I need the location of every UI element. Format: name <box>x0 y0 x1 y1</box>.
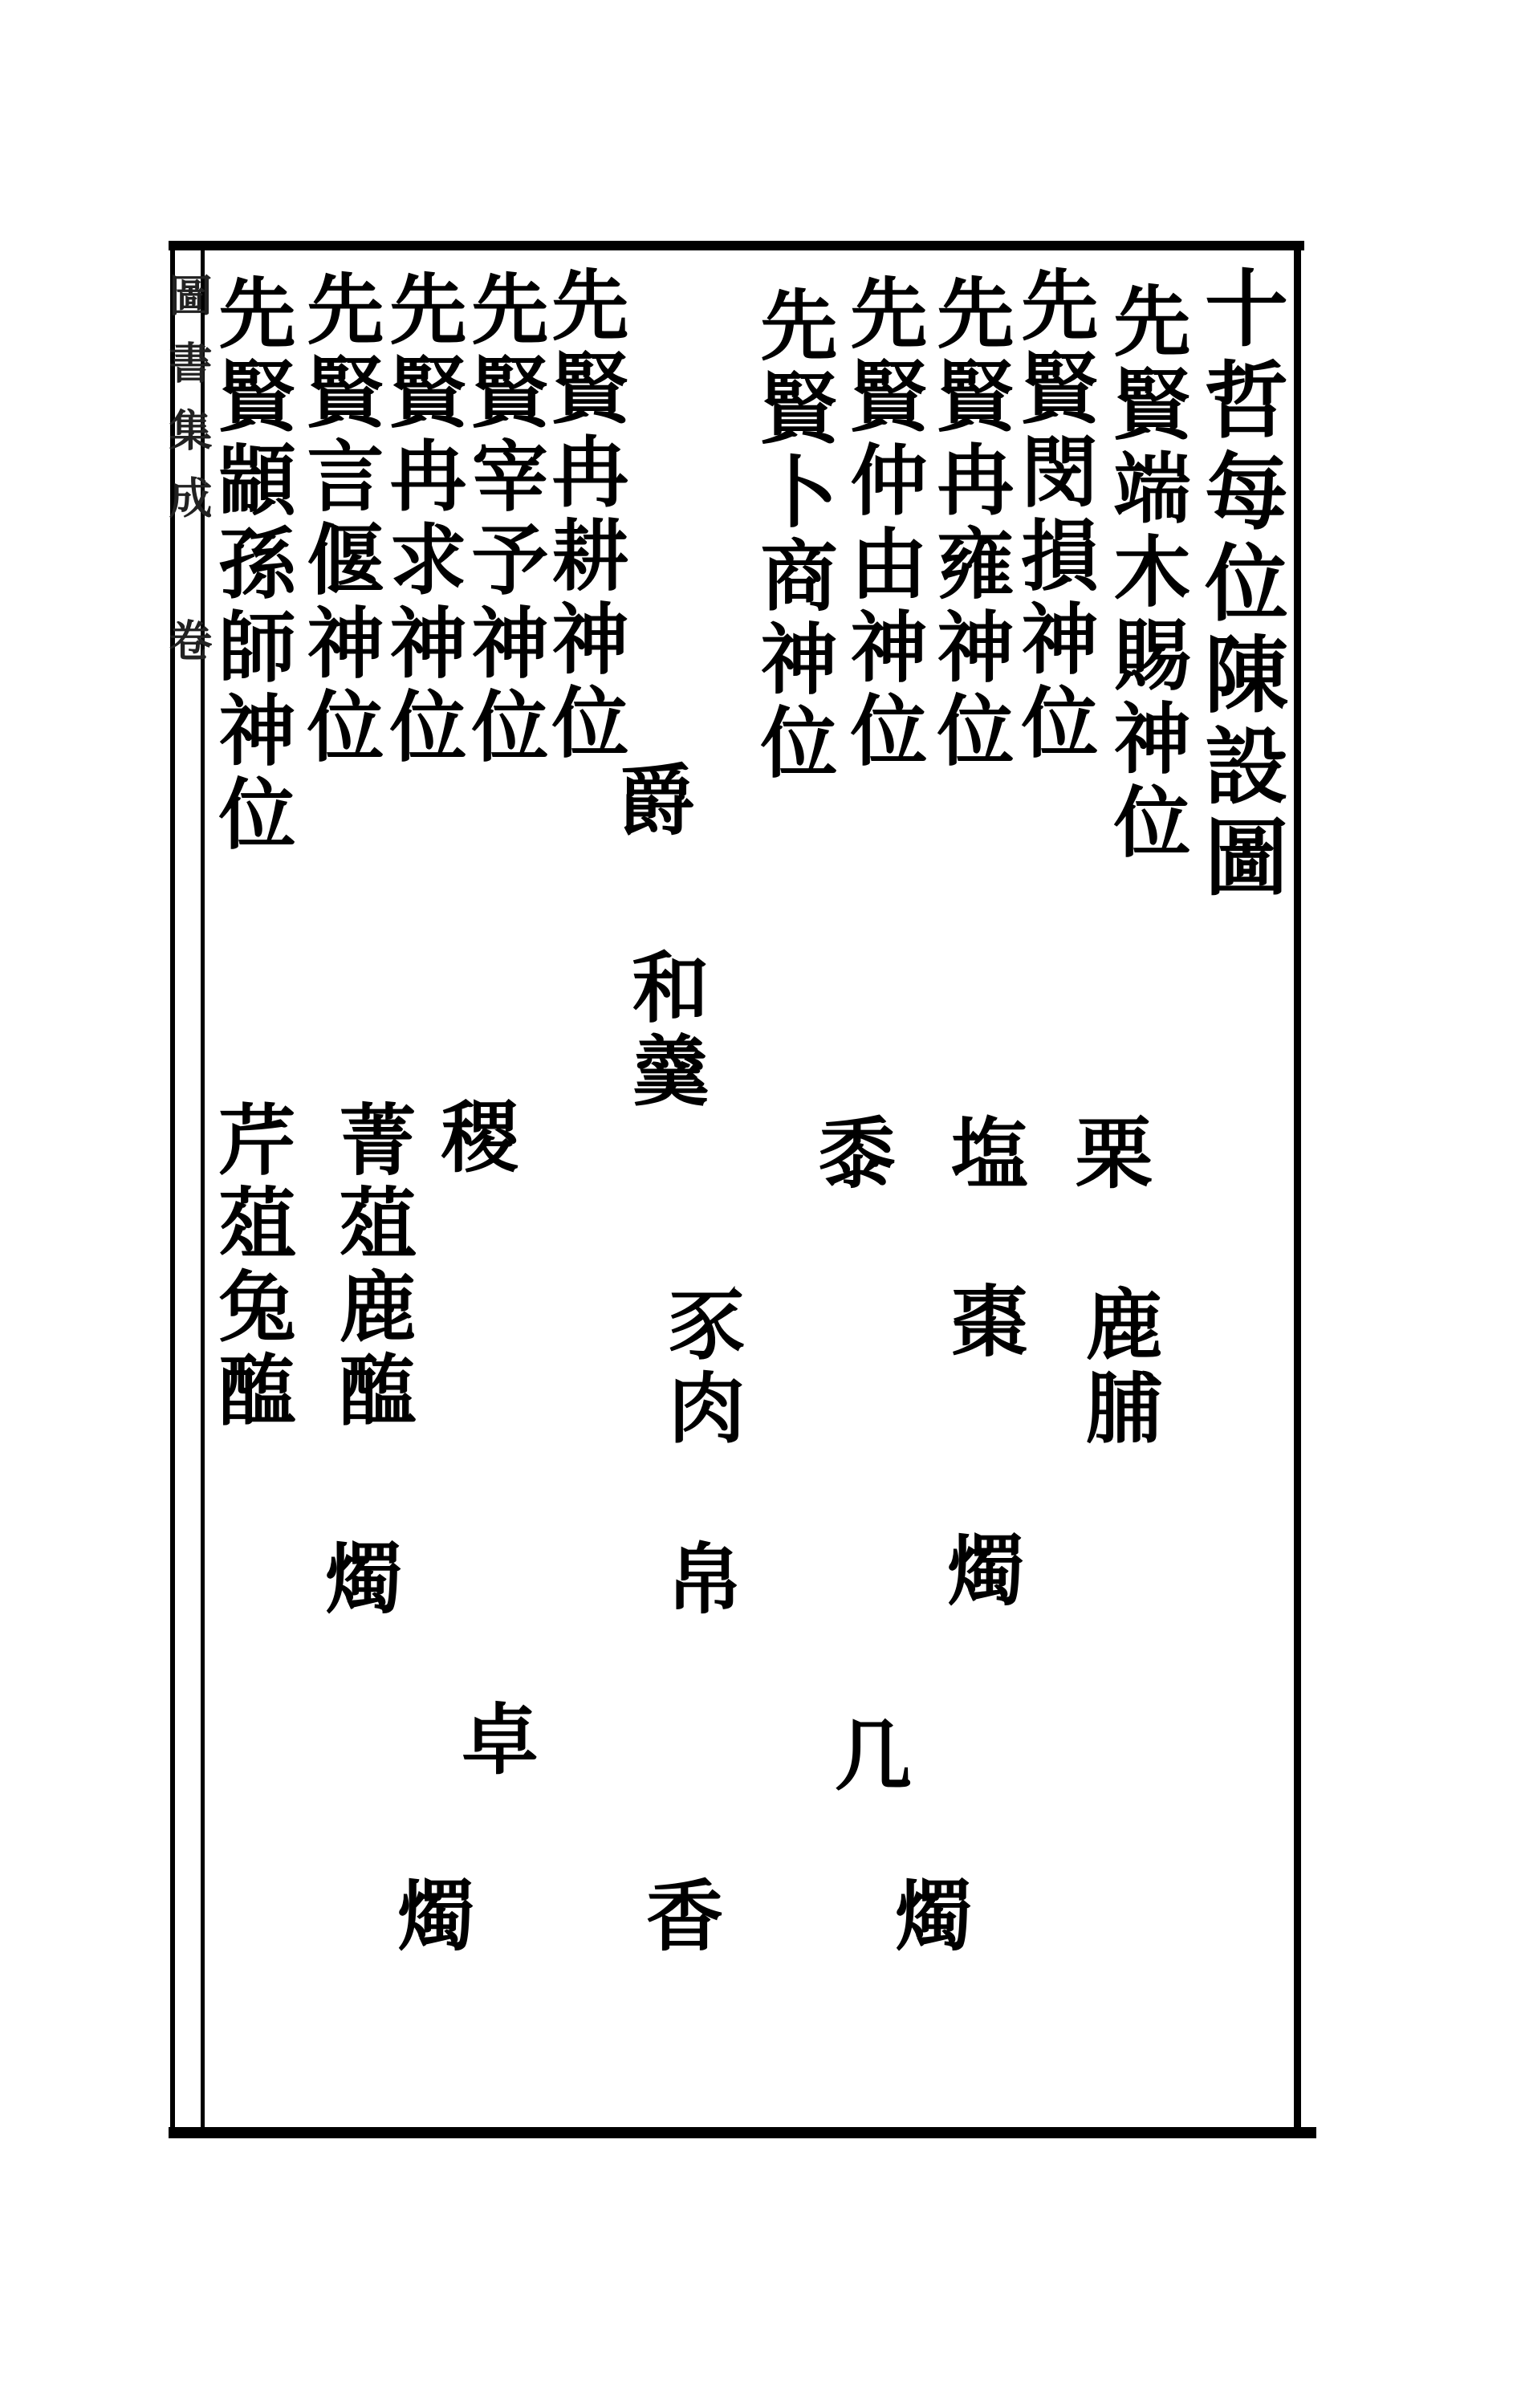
offering-shu: 黍 <box>819 1108 896 1199</box>
offering-qinzu-tuhai: 芹葅兔醢 <box>206 1100 297 1434</box>
offering-jue: 爵 <box>618 755 695 846</box>
tablet-zai-yu: 先賢宰予神位 <box>459 269 550 770</box>
offering-hegeng: 和羹 <box>620 947 710 1114</box>
offering-li: 栗 <box>1076 1108 1153 1199</box>
offering-zao: 棗 <box>951 1277 1028 1368</box>
spine-caption: 圖書集成 卷 <box>162 273 214 685</box>
candle-lower-right: 燭 <box>895 1871 972 1962</box>
frame-right-rule <box>1294 241 1301 2138</box>
offering-bo: 帛 <box>666 1534 743 1625</box>
offering-shirou: 豕肉 <box>656 1284 746 1451</box>
tablet-ran-qiu: 先賢冉求神位 <box>377 269 468 770</box>
tablet-zhong-you: 先賢仲由神位 <box>838 273 929 774</box>
frame-bottom-rule <box>169 2127 1316 2138</box>
frame-top-rule <box>169 241 1304 250</box>
offering-yan: 塩 <box>951 1108 1028 1199</box>
tablet-bu-shang: 先賢卜商神位 <box>748 285 839 786</box>
tablet-min-sun: 先賢閔損神位 <box>1009 265 1100 766</box>
candle-lower-left: 燭 <box>397 1871 474 1962</box>
tablet-duanmu-ci: 先賢端木賜神位 <box>1101 281 1192 865</box>
candle-upper-left: 燭 <box>325 1534 402 1625</box>
tablet-ran-yong: 先賢冉雍神位 <box>925 273 1015 774</box>
offering-lufu: 鹿脯 <box>1073 1284 1164 1451</box>
tablet-zhuansun-shi: 先賢顓孫師神位 <box>206 273 297 857</box>
tablet-yan-yan: 先賢言偃神位 <box>295 269 385 770</box>
offering-table-zhuo: 卓 <box>462 1694 539 1785</box>
offering-xiang: 香 <box>646 1871 723 1962</box>
offering-ji: 稷 <box>441 1092 518 1183</box>
candle-upper-right: 燭 <box>947 1526 1024 1617</box>
offering-table-ji: 几 <box>835 1710 912 1801</box>
offering-jingzu-luhai: 菁葅鹿醢 <box>327 1100 417 1434</box>
page-title: 十哲每位陳設圖 <box>1190 265 1289 905</box>
tablet-ran-geng: 先賢冉耕神位 <box>539 265 630 766</box>
